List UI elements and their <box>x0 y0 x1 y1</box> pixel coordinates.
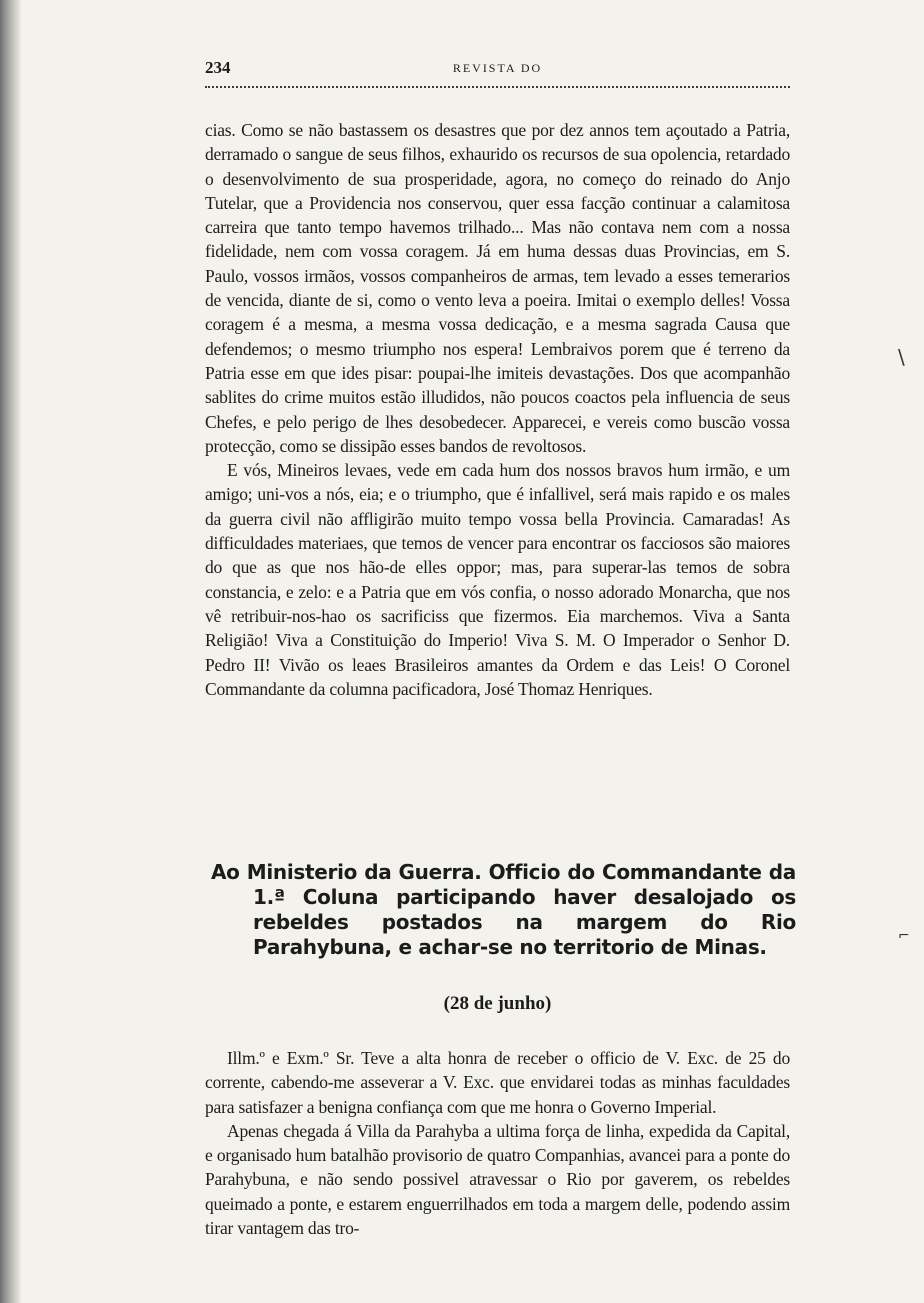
header-rule <box>205 86 790 88</box>
body-text <box>205 118 790 701</box>
page <box>205 52 790 701</box>
running-head <box>205 52 790 78</box>
section-title: Ao Ministerio da Guerra. Officio do Commandante da 1.ª Coluna participando haver desalojado os rebeldes postados na margem do Rio Parahybuna, e achar-se no territorio de Minas. <box>211 860 796 959</box>
paragraph: Apenas chegada á Villa da Parahyba a ultima força de linha, expedida da Capital, e organisado hum batalhão provisorio de quatro Companhias, avancei para a ponte do Parahybuna, e não sendo possivel atravessar o Rio por gaverem, os rebeldes queimado a ponte, e estarem enguerrilhados em toda a margem delle, podendo assim tirar vantagem das tro- <box>205 1120 790 1239</box>
margin-mark: \ <box>898 345 905 369</box>
page-number: 234 <box>205 58 231 77</box>
paragraph: E vós, Mineiros levaes, vede em cada hum dos nossos bravos hum irmão, e um amigo; uni-vos a nós, eia; e o triumpho, que é infallivel, será mais rapido e os males da guerra civil não affligirão muito tempo vossa bella Provincia. Camaradas! As difficuldades materiaes, que temos de vencer para encontrar os facciosos são maiores do que as que nos hão-de elles oppor; mas, para superar-las temos de sobra constancia, e zelo: e a Patria que em vós confia, o nosso adorado Monarcha, que nos vê retribuir-nos-hao os sacrificiss que fizermos. Eia marchemos. Viva a Santa Religião! Viva a Constituição do Imperio! Viva S. M. O Imperador o Senhor D. Pedro II! Vivão os leaes Brasileiros amantes da Ordem e das Leis! O Coronel Commandante da columna pacificadora, José Thomaz Henriques. <box>205 460 790 699</box>
paragraph: Illm.º e Exm.º Sr. Teve a alta honra de receber o officio de V. Exc. de 25 do corrente, cabendo-me asseverar a V. Exc. que envidarei todas as minhas faculdades para satisfazer a benigna confiança com que me honra o Governo Imperial. <box>205 1048 790 1117</box>
letter-text <box>205 1046 790 1240</box>
paragraph: cias. Como se não bastassem os desastres que por dez annos tem açoutado a Patria, derramado o sangue de seus filhos, exhaurido os recursos de sua opolencia, retardado o desenvolvimento de sua prosperidade, agora, no começo do reinado do Anjo Tutelar, que a Providencia nos conservou, quer essa facção continuar a calamitosa carreira que tanto tempo havemos trilhado... Mas não contava nem com a nossa fidelidade, nem com vossa coragem. Já em huma dessas duas Provincias, em S. Paulo, vossos irmãos, vossos companheiros de armas, tem levado a esses temerarios de vencida, diante de si, como o vento leva a poeira. Imitai o exemplo delles! Vossa coragem é a mesma, a mesma vossa dedicação, e a mesma sagrada Causa que defendemos; o mesmo triumpho nos espera! Lembraivos porem que é terreno da Patria esse em que ides pisar: poupai-lhe imiteis devastações. Dos que acompanhão sablites do crime muitos estão illudidos, não poucos coactos pela influencia de seus Chefes, e pelo perigo de lhes desobedecer. Apparecei, e vereis como buscão vossa protecção, como se dissipão esses bandos de revoltosos. <box>205 120 790 456</box>
margin-mark: ⌐ <box>898 928 910 944</box>
scan-shadow-edge <box>0 0 22 1303</box>
running-title: REVISTA DO <box>452 61 543 75</box>
section-date: (28 de junho) <box>443 993 552 1014</box>
